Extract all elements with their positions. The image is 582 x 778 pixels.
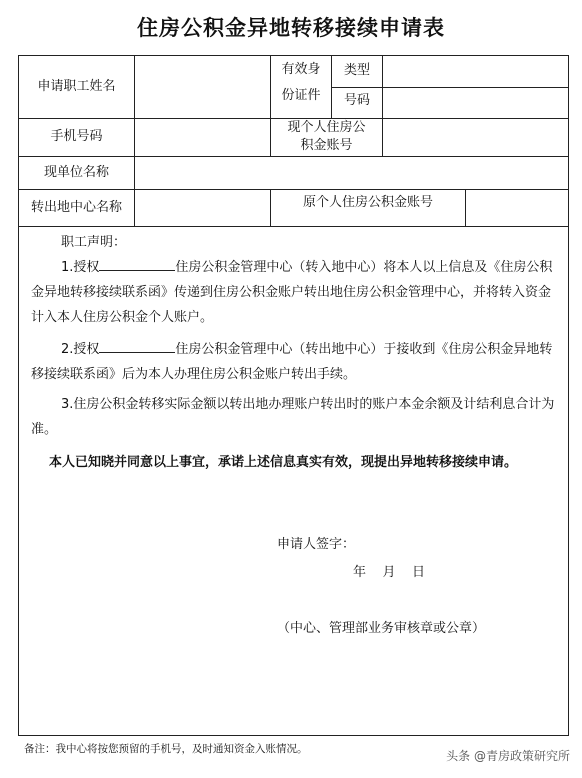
id-type-field[interactable]	[383, 57, 567, 86]
current-account-field[interactable]	[383, 119, 567, 155]
id-doc-label-line1: 有效身	[281, 62, 321, 77]
id-number-label: 号码	[343, 93, 370, 108]
signature-date: 年 月 日	[353, 565, 426, 580]
transfer-out-center-field[interactable]	[135, 190, 269, 225]
commitment-statement: 本人已知晓并同意以上事宜，承诺上述信息真实有效，现提出异地转移接续申请。	[49, 455, 518, 470]
watermark: 头条 @青房政策研究所	[446, 749, 570, 763]
current-account-label-line2: 积金账号	[300, 138, 353, 153]
phone-field[interactable]	[135, 119, 269, 155]
id-number-field[interactable]	[383, 88, 567, 117]
transfer-out-center-label: 转出地中心名称	[30, 199, 122, 215]
form-title: 住房公积金异地转移接续申请表	[137, 16, 445, 40]
application-form	[18, 55, 569, 736]
authorized-center-blank[interactable]	[99, 340, 175, 353]
item2-prefix: 2.授权	[61, 342, 100, 357]
id-type-label: 类型	[343, 63, 370, 78]
declaration-item-1	[31, 255, 559, 330]
original-account-label: 原个人住房公积金账号	[302, 195, 433, 210]
phone-label: 手机号码	[50, 129, 103, 144]
applicant-name-field[interactable]	[135, 57, 269, 117]
id-doc-label-line2: 份证件	[281, 88, 321, 103]
row-divider	[19, 226, 568, 227]
current-account-label-line1: 现个人住房公	[287, 120, 366, 135]
stamp-note: （中心、管理部业务审核章或公章）	[277, 621, 486, 636]
signature-field[interactable]	[364, 532, 514, 556]
original-account-field[interactable]	[466, 190, 567, 225]
current-employer-label: 现单位名称	[43, 164, 109, 180]
declaration-item-2	[31, 337, 559, 387]
item1-prefix: 1.授权	[61, 260, 100, 275]
authorized-center-blank[interactable]	[99, 258, 175, 271]
item2-text: 住房公积金管理中心（转出地中心）于接收到《住房公积金异地转移接续联系函》后为本人办理住房公积金账户转出手续。	[31, 342, 553, 382]
signature-label: 申请人签字：	[277, 537, 356, 552]
declaration-item-3: 3.住房公积金转移实际金额以转出地办理账户转出时的账户本金余额及计结利息合计为准。	[31, 397, 555, 437]
item1-text: 住房公积金管理中心（转入地中心）将本人以上信息及《住房公积金异地转移接续联系函》传递到住房公积金账户转出地住房公积金管理中心，并将转入资金计入本人住房公积金个人账户。	[31, 260, 553, 325]
applicant-name-label: 申请职工姓名	[37, 79, 116, 94]
declaration-heading: 职工声明：	[61, 235, 127, 250]
current-employer-field[interactable]	[135, 157, 567, 188]
footnote: 备注：我中心将按您预留的手机号，及时通知资金入账情况。	[24, 743, 308, 755]
